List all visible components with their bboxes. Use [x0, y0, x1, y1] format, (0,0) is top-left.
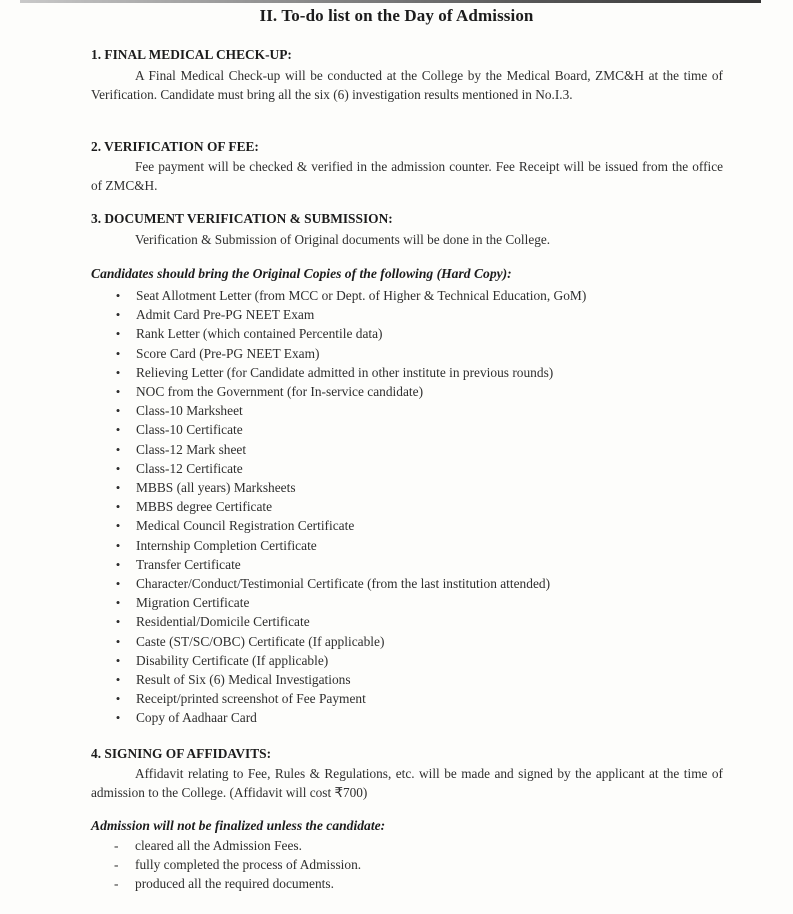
- document-item-label: Transfer Certificate: [136, 556, 241, 572]
- section-heading-document-verification: 3. DOCUMENT VERIFICATION & SUBMISSION:: [91, 211, 393, 226]
- bullet-icon: •: [115, 288, 121, 303]
- document-item-label: Character/Conduct/Testimonial Certificate (from the last institution attended): [136, 576, 551, 592]
- bullet-icon: •: [115, 499, 121, 515]
- bullet-icon: •: [115, 614, 121, 630]
- top-divider: [20, 0, 761, 3]
- list-item: [113, 382, 586, 401]
- bullet-icon: •: [115, 672, 121, 688]
- document-item-label: Class-10 Marksheet: [136, 403, 243, 419]
- document-item-label: Class-10 Certificate: [136, 422, 243, 438]
- bullet-icon: •: [115, 710, 121, 726]
- list-item: [113, 836, 361, 855]
- section-text-medical-checkup-content: A Final Medical Check-up will be conducted at the College by the Medical Board, ZMC&H at the time of Verification. Candidate must bring all the six (6) investigation results mentioned in No.I.3.: [91, 68, 723, 102]
- section-text-affidavits: [91, 764, 723, 802]
- document-item-label: Score Card (Pre-PG NEET Exam): [136, 345, 320, 361]
- document-item-label: Rank Letter (which contained Percentile data): [136, 326, 383, 342]
- section-text-fee-verification-content: Fee payment will be checked & verified in the admission counter. Fee Receipt will be issued from the office of ZMC&H.: [91, 159, 723, 193]
- document-item-label: Class-12 Certificate: [136, 460, 243, 476]
- bullet-icon: •: [115, 518, 121, 534]
- condition-item-label: produced all the required documents.: [135, 876, 334, 892]
- section-text-fee-verification: [91, 157, 723, 195]
- bullet-icon: •: [115, 556, 121, 572]
- section-heading-affidavits: 4. SIGNING OF AFFIDAVITS:: [91, 746, 272, 761]
- bullet-icon: •: [115, 595, 121, 611]
- document-item-label: Migration Certificate: [136, 595, 250, 611]
- section-text-medical-checkup: [91, 66, 723, 104]
- bullet-icon: •: [115, 326, 121, 342]
- document-item-label: Result of Six (6) Medical Investigations: [136, 672, 351, 688]
- list-item: [113, 593, 586, 612]
- list-item: [113, 612, 586, 631]
- list-item: [113, 286, 586, 305]
- bullet-icon: •: [115, 307, 121, 323]
- documents-heading: Candidates should bring the Original Copies of the following (Hard Copy):: [91, 266, 512, 281]
- list-item: [113, 689, 586, 708]
- dash-icon: -: [114, 857, 119, 873]
- section-heading-fee-verification: 2. VERIFICATION OF FEE:: [91, 139, 259, 154]
- condition-item-label: fully completed the process of Admission.: [135, 857, 362, 873]
- section-text-affidavits-content: Affidavit relating to Fee, Rules & Regulations, etc. will be made and signed by the applicant at the time of admission to the College. (Affidavit will cost ₹700): [91, 766, 723, 800]
- document-item-label: Caste (ST/SC/OBC) Certificate (If applicable): [136, 633, 385, 649]
- list-item: [113, 855, 361, 874]
- list-item: [113, 440, 586, 459]
- list-item: [113, 708, 586, 727]
- conditions-heading: Admission will not be finalized unless the candidate:: [91, 818, 386, 833]
- bullet-icon: •: [115, 364, 121, 380]
- document-item-label: Internship Completion Certificate: [136, 537, 317, 553]
- list-item: [113, 536, 586, 555]
- list-item: [113, 497, 586, 516]
- document-item-label: Medical Council Registration Certificate: [136, 518, 355, 534]
- list-item: [113, 401, 586, 420]
- documents-list: [113, 286, 586, 728]
- section-heading-medical-checkup: 1. FINAL MEDICAL CHECK-UP:: [91, 47, 292, 62]
- document-item-label: Class-12 Mark sheet: [136, 441, 247, 457]
- document-item-label: MBBS (all years) Marksheets: [136, 480, 296, 496]
- document-item-label: Admit Card Pre-PG NEET Exam: [136, 307, 315, 323]
- list-item: [113, 344, 586, 363]
- list-item: [113, 874, 361, 893]
- list-item: [113, 516, 586, 535]
- bullet-icon: •: [115, 384, 121, 400]
- section-text-document-verification: [91, 230, 723, 249]
- bullet-icon: •: [115, 691, 121, 707]
- dash-icon: -: [114, 838, 119, 853]
- list-item: [113, 651, 586, 670]
- document-item-label: Seat Allotment Letter (from MCC or Dept. of Higher & Technical Education, GoM): [136, 288, 587, 303]
- document-item-label: Disability Certificate (If applicable): [136, 652, 329, 668]
- bullet-icon: •: [115, 403, 121, 419]
- list-item: [113, 632, 586, 651]
- bullet-icon: •: [115, 633, 121, 649]
- list-item: [113, 305, 586, 324]
- bullet-icon: •: [115, 422, 121, 438]
- bullet-icon: •: [115, 576, 121, 592]
- list-item: [113, 324, 586, 343]
- bullet-icon: •: [115, 652, 121, 668]
- bullet-icon: •: [115, 537, 121, 553]
- conditions-list: [113, 836, 361, 894]
- document-item-label: Receipt/printed screenshot of Fee Payment: [136, 691, 366, 707]
- bullet-icon: •: [115, 441, 121, 457]
- list-item: [113, 670, 586, 689]
- dash-icon: -: [114, 876, 119, 892]
- list-item: [113, 459, 586, 478]
- document-item-label: MBBS degree Certificate: [136, 499, 273, 515]
- list-item: [113, 420, 586, 439]
- document-item-label: Relieving Letter (for Candidate admitted in other institute in previous rounds): [136, 364, 554, 380]
- list-item: [113, 363, 586, 382]
- document-item-label: NOC from the Government (for In-service candidate): [136, 384, 424, 400]
- bullet-icon: •: [115, 460, 121, 476]
- condition-item-label: cleared all the Admission Fees.: [135, 838, 302, 853]
- section-text-document-verification-content: Verification & Submission of Original documents will be done in the College.: [135, 232, 551, 247]
- list-item: [113, 478, 586, 497]
- document-item-label: Copy of Aadhaar Card: [136, 710, 257, 726]
- document-item-label: Residential/Domicile Certificate: [136, 614, 310, 630]
- bullet-icon: •: [115, 345, 121, 361]
- list-item: [113, 555, 586, 574]
- bullet-icon: •: [115, 480, 121, 496]
- list-item: [113, 574, 586, 593]
- page-title: II. To-do list on the Day of Admission: [259, 6, 534, 25]
